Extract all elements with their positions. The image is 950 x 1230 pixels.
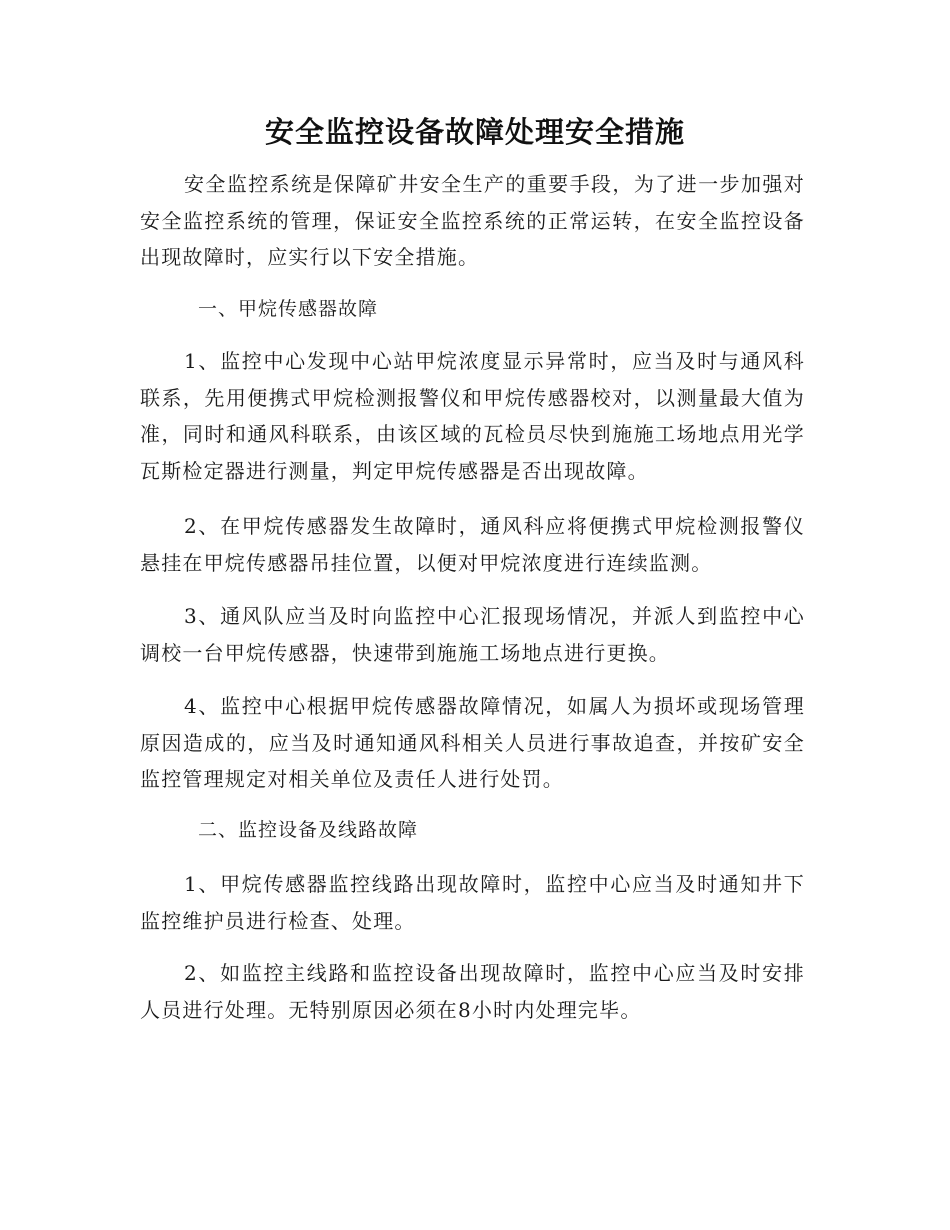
section-heading-monitoring-equipment: 二、监控设备及线路故障 [198, 819, 419, 841]
intro-paragraph: 安全监控系统是保障矿井安全生产的重要手段，为了进一步加强对安全监控系统的管理，保证安全监控系统的正常运转，在安全监控设备出现故障时，应实行以下安全措施。 [140, 172, 805, 269]
section1-paragraph-2: 2、在甲烷传感器发生故障时，通风科应将便携式甲烷检测报警仪悬挂在甲烷传感器吊挂位置，以便对甲烷浓度进行连续监测。 [140, 514, 805, 575]
section2-paragraph-2: 2、如监控主线路和监控设备出现故障时，监控中心应当及时安排人员进行处理。无特别原因必须在8小时内处理完毕。 [140, 961, 805, 1022]
section1-paragraph-3: 3、通风队应当及时向监控中心汇报现场情况，并派人到监控中心调校一台甲烷传感器，快速带到施施工场地点进行更换。 [140, 604, 805, 665]
document-title: 安全监控设备故障处理安全措施 [264, 115, 685, 149]
section2-paragraph-1: 1、甲烷传感器监控线路出现故障时，监控中心应当及时通知井下监控维护员进行检查、处理。 [140, 872, 805, 933]
section1-paragraph-4: 4、监控中心根据甲烷传感器故障情况，如属人为损坏或现场管理原因造成的，应当及时通知通风科相关人员进行事故追查，并按矿安全监控管理规定对相关单位及责任人进行处罚。 [140, 694, 805, 791]
section-heading-methane-sensor: 一、甲烷传感器故障 [198, 298, 379, 320]
section1-paragraph-1: 1、监控中心发现中心站甲烷浓度显示异常时，应当及时与通风科联系，先用便携式甲烷检测报警仪和甲烷传感器校对，以测量最大值为准，同时和通风科联系，由该区域的瓦检员尽快到施施工场地点用光学瓦斯检定器进行测量，判定甲烷传感器是否出现故障。 [140, 349, 805, 483]
